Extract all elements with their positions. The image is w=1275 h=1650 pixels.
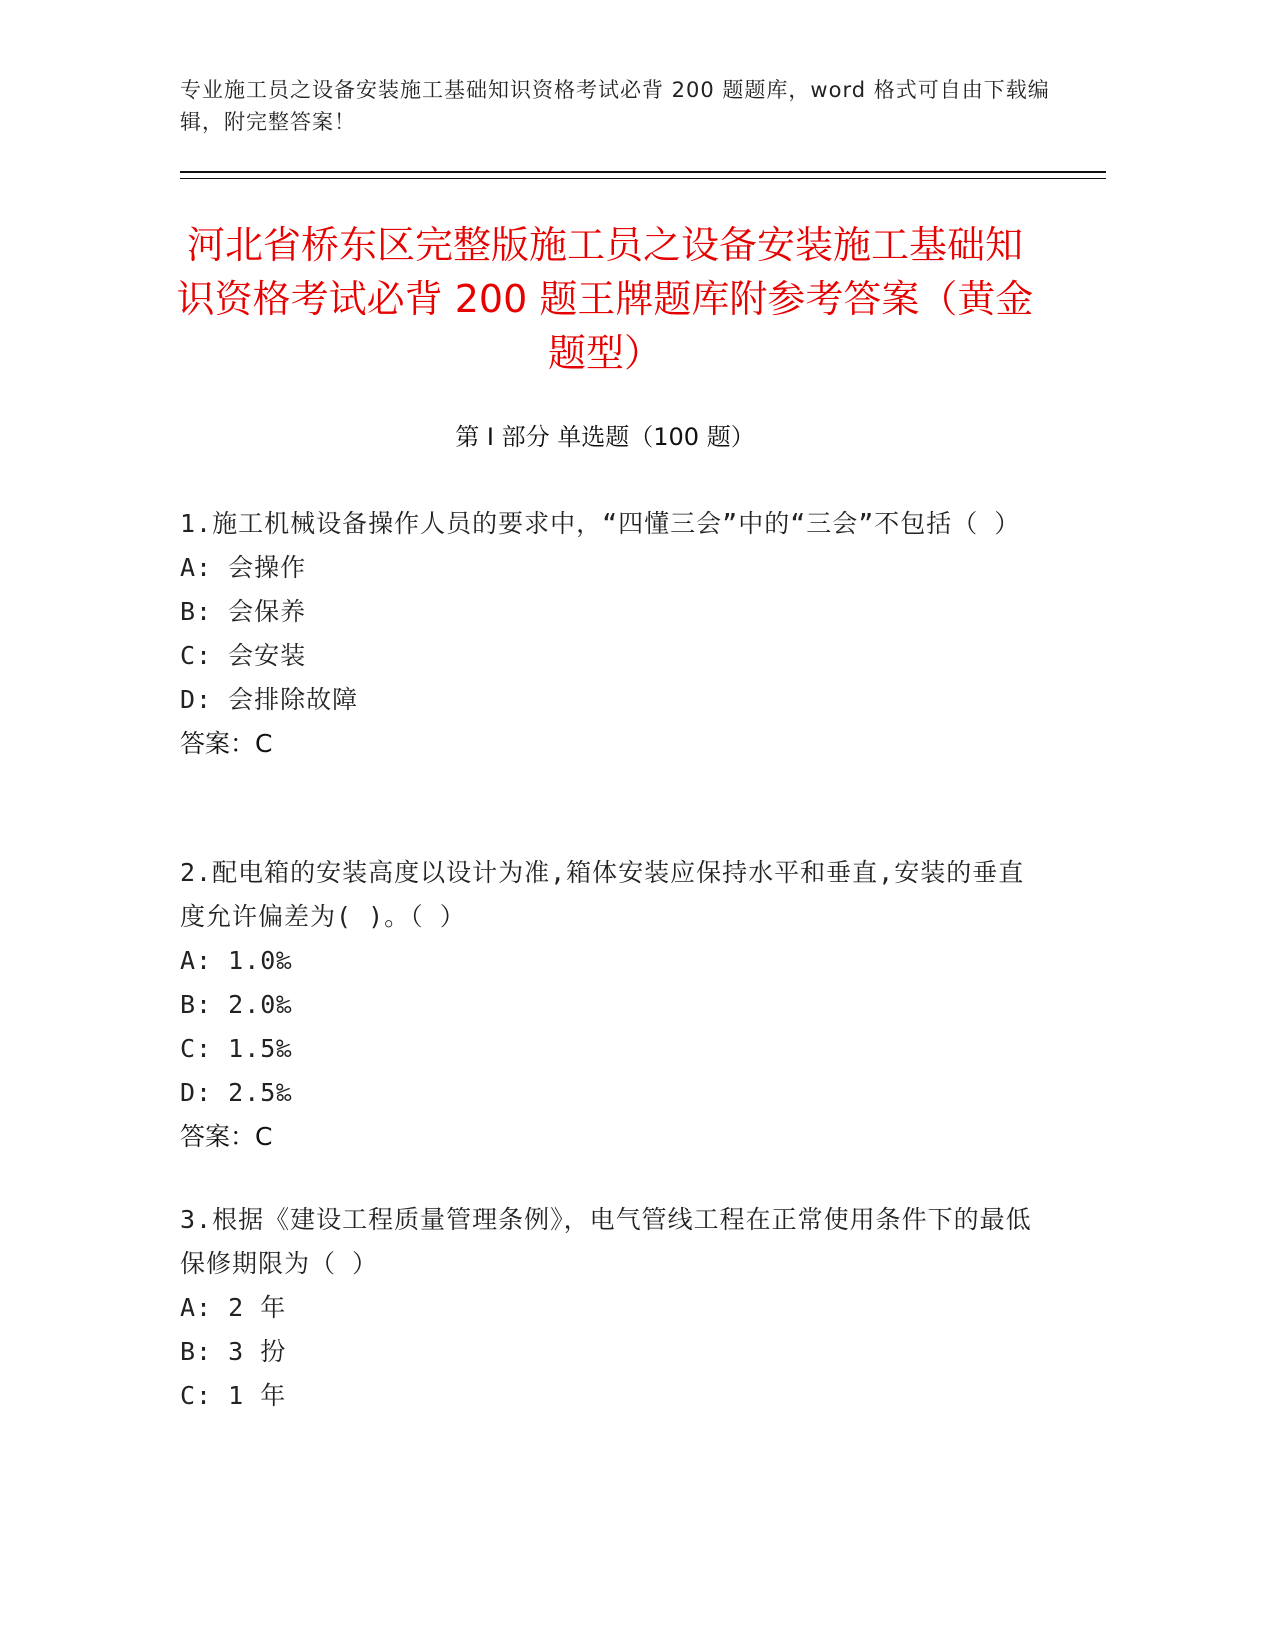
option-d: D: 会排除故障: [180, 685, 359, 714]
option-c: C: 1.5‰: [180, 1034, 293, 1063]
option-a: A: 会操作: [180, 553, 307, 582]
header-divider-thin: [180, 178, 1106, 179]
question-stem: 1.施工机械设备操作人员的要求中，“四懂三会”中的“三会”不包括（ ）: [180, 509, 1021, 538]
option-a: A: 2 年: [180, 1293, 287, 1322]
section-heading: 第 I 部分 单选题（100 题）: [455, 423, 755, 451]
answer-line: 答案：C: [180, 1122, 273, 1151]
header-note: 专业施工员之设备安装施工基础知识资格考试必背 200 题题库，word 格式可自由下载编辑，附完整答案！: [180, 78, 1050, 134]
option-d: D: 2.5‰: [180, 1078, 293, 1107]
option-b: B: 3 扮: [180, 1337, 287, 1366]
question-stem: 2.配电箱的安装高度以设计为准,箱体安装应保持水平和垂直,安装的垂直度允许偏差为( )。（ ）: [180, 858, 1025, 931]
option-c: C: 1 年: [180, 1381, 287, 1410]
option-b: B: 2.0‰: [180, 990, 293, 1019]
answer-line: 答案：C: [180, 729, 273, 758]
option-a: A: 1.0‰: [180, 946, 293, 975]
question-2: [180, 851, 1040, 1159]
header-divider-thick: [180, 171, 1106, 173]
option-c: C: 会安装: [180, 641, 307, 670]
option-b: B: 会保养: [180, 597, 307, 626]
question-stem: 3.根据《建设工程质量管理条例》，电气管线工程在正常使用条件下的最低保修期限为（ ）: [180, 1205, 1032, 1278]
document-title: 河北省桥东区完整版施工员之设备安装施工基础知识资格考试必背 200 题王牌题库附参考答案（黄金题型）: [176, 223, 1034, 375]
question-3: [180, 1198, 1040, 1418]
question-1: [180, 502, 1040, 766]
